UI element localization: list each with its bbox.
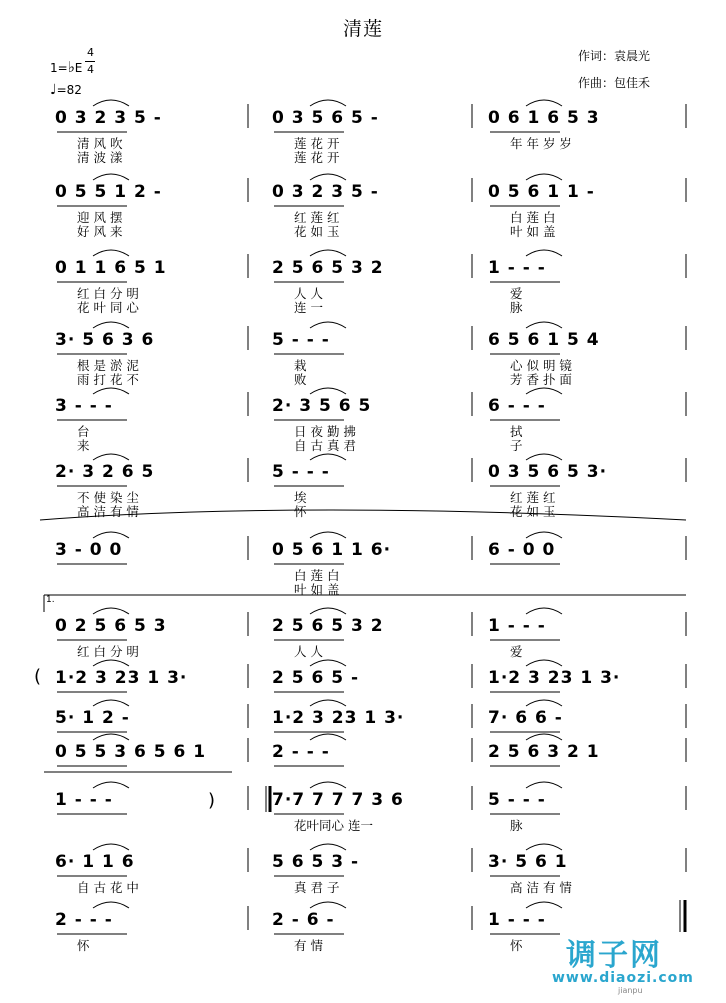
slur xyxy=(526,660,562,666)
note-measure: 2· 3 2 6 5 xyxy=(55,462,155,482)
time-signature-top: 4 xyxy=(87,46,94,59)
lyric-line: 红 莲 红 xyxy=(510,490,556,505)
note-measure: 3 - - - xyxy=(55,396,113,416)
slur xyxy=(526,250,562,256)
tempo-mark xyxy=(50,82,82,98)
note-measure: 0 5 5 1 2 - xyxy=(55,182,162,202)
note-measure: 6· 1 1 6 xyxy=(55,852,135,872)
lyric-line: 真 君 子 xyxy=(294,880,340,895)
lyric-line: 台 xyxy=(77,424,90,439)
note-measure: 3· 5 6 1 xyxy=(488,852,568,872)
lyric-line: 花叶同心 连一 xyxy=(294,818,373,833)
note-measure: 0 6 1 6 5 3 xyxy=(488,108,600,128)
note-measure: 2 5 6 3 2 1 xyxy=(488,742,600,762)
repeat-start-paren: ( xyxy=(34,666,42,687)
watermark-small: jianpu xyxy=(618,986,643,995)
slur xyxy=(526,322,562,328)
slur xyxy=(526,782,562,788)
note-measure: 0 5 5 3 6 5 6 1 xyxy=(55,742,207,762)
lyric-line: 日 夜 勤 拂 xyxy=(294,424,356,439)
lyric-line: 爱 xyxy=(510,644,523,659)
note-measure: 1·2 3 23 1 3· xyxy=(55,668,188,688)
slur xyxy=(310,388,346,394)
note-measure: 7· 6 6 - xyxy=(488,708,563,728)
note-measure: 2 5 6 5 3 2 xyxy=(272,616,384,636)
slur xyxy=(93,454,129,460)
lyric-line: 年 年 岁 岁 xyxy=(510,136,572,151)
key-note: E xyxy=(74,61,83,75)
lyric-line: 红 莲 红 xyxy=(294,210,340,225)
lyricist-credit: 作词：袁晨光 xyxy=(578,49,651,63)
lyric-line: 高 洁 有 情 xyxy=(510,880,572,895)
lyric-line: 花 叶 同 心 xyxy=(77,300,139,315)
note-measure: 1 - - - xyxy=(488,616,546,636)
lyric-line: 清 波 漾 xyxy=(77,150,123,165)
slur xyxy=(93,388,129,394)
lyric-line: 根 是 淤 泥 xyxy=(77,358,139,373)
note-measure: 1 - - - xyxy=(488,258,546,278)
note-measure: 2 5 6 5 - xyxy=(272,668,360,688)
lyric-line: 花 如 玉 xyxy=(294,224,340,239)
slur xyxy=(310,174,346,180)
slur xyxy=(526,734,562,740)
note-measure: 6 - 0 0 xyxy=(488,540,556,560)
slur xyxy=(526,844,562,850)
slur xyxy=(310,250,346,256)
slur xyxy=(310,700,346,706)
slur xyxy=(310,100,346,106)
note-measure: 5 6 5 3 - xyxy=(272,852,360,872)
note-measure: 5 - - - xyxy=(488,790,546,810)
volta-label: 1. xyxy=(46,595,55,605)
lyric-line: 不 使 染 尘 xyxy=(77,490,139,505)
slur xyxy=(310,608,346,614)
note-measure: 2 5 6 5 3 2 xyxy=(272,258,384,278)
lyric-line: 心 似 明 镜 xyxy=(510,358,572,373)
lyric-line: 败 xyxy=(294,372,307,387)
lyric-line: 迎 风 摆 xyxy=(77,210,123,225)
lyric-line: 拭 xyxy=(510,424,523,439)
slur xyxy=(310,532,346,538)
lyric-line: 红 白 分 明 xyxy=(77,644,139,659)
lyric-line: 芳 香 扑 面 xyxy=(510,372,572,387)
note-measure: 1 - - - xyxy=(55,790,113,810)
lyric-line: 脉 xyxy=(510,818,523,833)
watermark xyxy=(548,930,718,1002)
tempo-value: =82 xyxy=(56,83,82,97)
time-signature-rule xyxy=(85,61,95,62)
note-measure: 0 5 6 1 1 - xyxy=(488,182,595,202)
slur xyxy=(526,454,562,460)
note-measure: 5 - - - xyxy=(272,330,330,350)
lyric-line: 栽 xyxy=(294,358,307,373)
lyric-line: 莲 花 开 xyxy=(294,136,340,151)
lyric-line: 有 情 xyxy=(294,938,323,953)
lyric-line: 人 人 xyxy=(294,286,323,301)
slur xyxy=(93,782,129,788)
lyric-line: 叶 如 盖 xyxy=(294,582,340,597)
slur xyxy=(93,700,129,706)
slur xyxy=(93,608,129,614)
lyric-line: 怀 xyxy=(77,938,90,953)
flat-sign: ♭ xyxy=(67,58,75,76)
slur xyxy=(93,734,129,740)
note-measure: 2 - - - xyxy=(55,910,113,930)
lyric-line: 自 古 真 君 xyxy=(294,438,356,453)
note-measure: 3 - 0 0 xyxy=(55,540,123,560)
lyric-line: 叶 如 盖 xyxy=(510,224,556,239)
lyric-line: 白 莲 白 xyxy=(510,210,556,225)
slur xyxy=(93,174,129,180)
slur xyxy=(93,250,129,256)
note-measure: 0 3 2 3 5 - xyxy=(272,182,379,202)
slur xyxy=(526,532,562,538)
note-measure: 1 - - - xyxy=(488,910,546,930)
slur xyxy=(310,782,346,788)
lyric-line: 连 一 xyxy=(294,300,323,315)
lyric-line: 花 如 玉 xyxy=(510,504,556,519)
key-prefix: 1= xyxy=(50,61,68,75)
slur xyxy=(310,844,346,850)
note-measure: 1·2 3 23 1 3· xyxy=(272,708,405,728)
lyric-line: 埃 xyxy=(294,490,307,505)
note-measure: 0 3 2 3 5 - xyxy=(55,108,162,128)
slur xyxy=(526,174,562,180)
watermark-brand: 调子网 xyxy=(566,938,662,973)
time-signature-bottom: 4 xyxy=(87,63,94,76)
note-measure: 7·7 7 7 7 3 6 xyxy=(272,790,404,810)
slur xyxy=(310,322,346,328)
note-measure: 5· 1 2 - xyxy=(55,708,130,728)
composer-credit: 作曲：包佳禾 xyxy=(578,76,651,90)
note-measure: 3· 5 6 3 6 xyxy=(55,330,155,350)
lyric-line: 高 洁 有 情 xyxy=(77,504,139,519)
lyric-line: 莲 花 开 xyxy=(294,150,340,165)
lyric-line: 好 风 来 xyxy=(77,224,123,239)
slur xyxy=(310,660,346,666)
slur xyxy=(526,608,562,614)
slur xyxy=(93,100,129,106)
slur xyxy=(526,902,562,908)
slur xyxy=(93,844,129,850)
note-measure: 0 5 6 1 1 6· xyxy=(272,540,392,560)
quarter-note-icon: ♩ xyxy=(50,82,57,98)
lyric-line: 怀 xyxy=(294,504,307,519)
note-measure: 0 1 1 6 5 1 xyxy=(55,258,167,278)
slur xyxy=(310,902,346,908)
note-measure: 0 3 5 6 5 3· xyxy=(488,462,608,482)
lyric-line: 白 莲 白 xyxy=(294,568,340,583)
note-measure: 1·2 3 23 1 3· xyxy=(488,668,621,688)
slur xyxy=(93,660,129,666)
note-measure: 5 - - - xyxy=(272,462,330,482)
slur xyxy=(93,322,129,328)
slur xyxy=(526,700,562,706)
slur xyxy=(310,734,346,740)
slur xyxy=(93,532,129,538)
lyric-line: 人 人 xyxy=(294,644,323,659)
slur xyxy=(526,388,562,394)
page-title: 清莲 xyxy=(342,18,383,40)
note-measure: 6 5 6 1 5 4 xyxy=(488,330,600,350)
note-measure: 2· 3 5 6 5 xyxy=(272,396,372,416)
repeat-end-paren: ) xyxy=(208,790,216,811)
lyric-line: 爱 xyxy=(510,286,523,301)
slur xyxy=(526,100,562,106)
lyric-line: 雨 打 花 不 xyxy=(77,372,139,387)
lyric-line: 脉 xyxy=(510,300,523,315)
key-signature xyxy=(50,58,82,76)
slur xyxy=(310,454,346,460)
lyric-line: 怀 xyxy=(510,938,523,953)
lyric-line: 来 xyxy=(77,438,90,453)
lyric-line: 红 白 分 明 xyxy=(77,286,139,301)
lyric-line: 清 风 吹 xyxy=(77,136,123,151)
note-measure: 2 - 6 - xyxy=(272,910,335,930)
watermark-url: www.diaozi.com xyxy=(552,970,694,986)
lyric-line: 自 古 花 中 xyxy=(77,880,139,895)
note-measure: 0 2 5 6 5 3 xyxy=(55,616,167,636)
note-measure: 6 - - - xyxy=(488,396,546,416)
slur xyxy=(93,902,129,908)
note-measure: 2 - - - xyxy=(272,742,330,762)
note-measure: 0 3 5 6 5 - xyxy=(272,108,379,128)
lyric-line: 子 xyxy=(510,438,523,453)
